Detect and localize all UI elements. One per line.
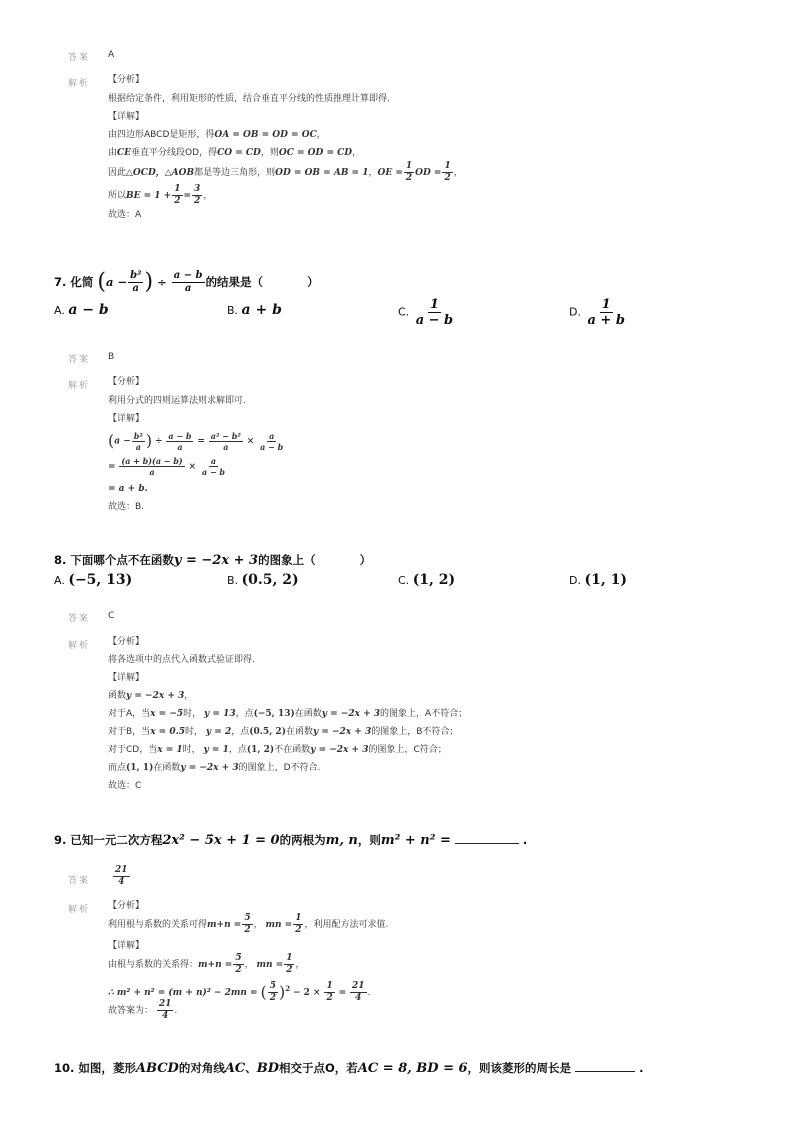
q8-answer-value: C bbox=[108, 611, 115, 621]
analysis-label: 解析 bbox=[68, 79, 91, 89]
q8-stem: 8. 下面哪个点不在函数y = −2x + 3的图象上（ ） bbox=[54, 553, 372, 568]
q7-xiangjie-tag: 【详解】 bbox=[108, 414, 145, 424]
q8-option-a: A. (−5, 13) bbox=[54, 572, 133, 588]
q7-option-d: D. $\frac{1}{a + b}$ bbox=[569, 297, 625, 328]
analysis-label: 解析 bbox=[68, 381, 91, 391]
q9-result: 故答案为： $\frac{21}{4}$ . bbox=[108, 999, 178, 1021]
answer-label: 答案 bbox=[68, 876, 91, 886]
q9-fenxi-text: 利用根与系数的关系可得m+n = $\frac{5}{2}$ ， mn = $\frac{1}{2}$ ，利用配方法可求值. bbox=[108, 913, 389, 935]
q9-fenxi-tag: 【分析】 bbox=[108, 901, 145, 911]
three-halves-fraction: $\frac{3}{2}$ bbox=[194, 184, 201, 206]
q9-answer-value: $\frac{21}{4}$ bbox=[115, 865, 128, 887]
q7-result: 故选：B. bbox=[108, 502, 145, 512]
q8-option-c: C. (1, 2) bbox=[398, 572, 456, 588]
q10-stem: 10. 如图，菱形ABCD的对角线AC、BD相交于点O，若AC = 8, BD = 6，则该菱形的周长是 . bbox=[54, 1061, 644, 1076]
q7-step-1: (a − $\frac{\text{b²}}{a}$ ) ÷ $\frac{a - b}{a}$ = $\frac{\text{a² − b²}}{a}$ × $\frac{a}{a - b}$ bbox=[108, 430, 284, 452]
analysis-label: 解析 bbox=[68, 641, 91, 651]
q8-option-b: B. (0.5, 2) bbox=[227, 572, 299, 588]
answer-label: 答案 bbox=[68, 355, 91, 365]
answer-label: 答案 bbox=[68, 614, 91, 624]
q8-fenxi-text: 将各选项中的点代入函数式验证即得. bbox=[108, 655, 255, 665]
q9-stem: 9. 已知一元二次方程2x² − 5x + 1 = 0的两根为m, n，则m² + n² = . bbox=[54, 833, 528, 848]
analysis-label: 解析 bbox=[68, 905, 91, 915]
q6-detail-line-3: 因此△OCD，△AOB都是等边三角形，则OD = OB = AB = 1，OE = $\frac{1}{2}$ OD = $\frac{1}{2}$ ， bbox=[108, 161, 463, 183]
q10-answer-blank[interactable] bbox=[575, 1061, 635, 1072]
half-fraction: $\frac{1}{2}$ bbox=[444, 161, 451, 183]
half-fraction: $\frac{1}{2}$ bbox=[174, 184, 181, 206]
q6-xiangjie-tag: 【详解】 bbox=[108, 112, 145, 122]
q6-result: 故选：A bbox=[108, 210, 142, 220]
q6-fenxi-text: 根据给定条件，利用矩形的性质，结合垂直平分线的性质推理计算即得. bbox=[108, 94, 390, 104]
q6-fenxi-tag: 【分析】 bbox=[108, 75, 145, 85]
q6-detail-line-4: 所以BE = 1 + $\frac{1}{2}$ = $\frac{3}{2}$ ， bbox=[108, 184, 213, 206]
q8-detail-line-5: 而点(1, 1)在函数y = −2x + 3的图象上，D不符合. bbox=[108, 763, 321, 773]
q7-fenxi-tag: 【分析】 bbox=[108, 377, 145, 387]
q7-option-c: C. $\frac{1}{a - b}$ bbox=[398, 297, 454, 328]
q7-answer-value: B bbox=[108, 352, 115, 362]
q9-detail-line-1: 由根与系数的关系得：m+n = $\frac{5}{2}$ ， mn = $\frac{1}{2}$ ， bbox=[108, 953, 305, 975]
q7-option-a: A. a − b bbox=[54, 302, 109, 318]
q6-detail-line-2: 由CE垂直平分线段OD，得CO = CD，则OC = OD = CD， bbox=[108, 148, 362, 158]
q9-answer-blank[interactable] bbox=[455, 833, 519, 844]
q8-detail-line-1: 函数y = −2x + 3， bbox=[108, 691, 194, 701]
q6-answer-value: A bbox=[108, 50, 115, 60]
q8-option-d: D. (1, 1) bbox=[569, 572, 627, 588]
q8-detail-line-4: 对于CD，当x = 1时， y = 1，点(1, 2)不在函数y = −2x + 3的图象上，C符合； bbox=[108, 745, 447, 755]
q8-result: 故选：C bbox=[108, 781, 142, 791]
q7-option-b: B. a + b bbox=[227, 302, 282, 318]
q8-detail-line-3: 对于B，当x = 0.5时， y = 2，点(0.5, 2)在函数y = −2x + 3的图象上，B不符合； bbox=[108, 727, 459, 737]
q7-step-3: = a + b. bbox=[108, 484, 148, 494]
q9-detail-line-2: ∴ m² + n² = (m + n)² − 2mn = ( $\frac{5}{2}$ )$^2$ − 2 × $\frac{1}{2}$ = $\frac{21}{4}$ . bbox=[108, 981, 371, 1003]
q8-fenxi-tag: 【分析】 bbox=[108, 637, 145, 647]
q7-step-2: = $\frac{(a + b)(a - b)}{a}$ × $\frac{a}{a - b}$ bbox=[108, 456, 226, 477]
q9-xiangjie-tag: 【详解】 bbox=[108, 941, 145, 951]
half-fraction: $\frac{1}{2}$ bbox=[405, 161, 413, 183]
q7-fenxi-text: 利用分式的四则运算法则求解即可. bbox=[108, 396, 246, 406]
q8-xiangjie-tag: 【详解】 bbox=[108, 673, 145, 683]
q6-detail-line-1: 由四边形ABCD是矩形，得OA = OB = OD = OC， bbox=[108, 130, 326, 140]
answer-label: 答案 bbox=[68, 53, 91, 63]
q7-stem: 7. 化简 (a − $\frac{\text{b²}}{a}$ ) ÷ $\frac{a - b}{a}$ 的结果是（ ） bbox=[54, 269, 319, 295]
q8-detail-line-2: 对于A，当x = −5时， y = 13，点(−5, 13)在函数y = −2x + 3的图象上，A不符合； bbox=[108, 709, 468, 719]
